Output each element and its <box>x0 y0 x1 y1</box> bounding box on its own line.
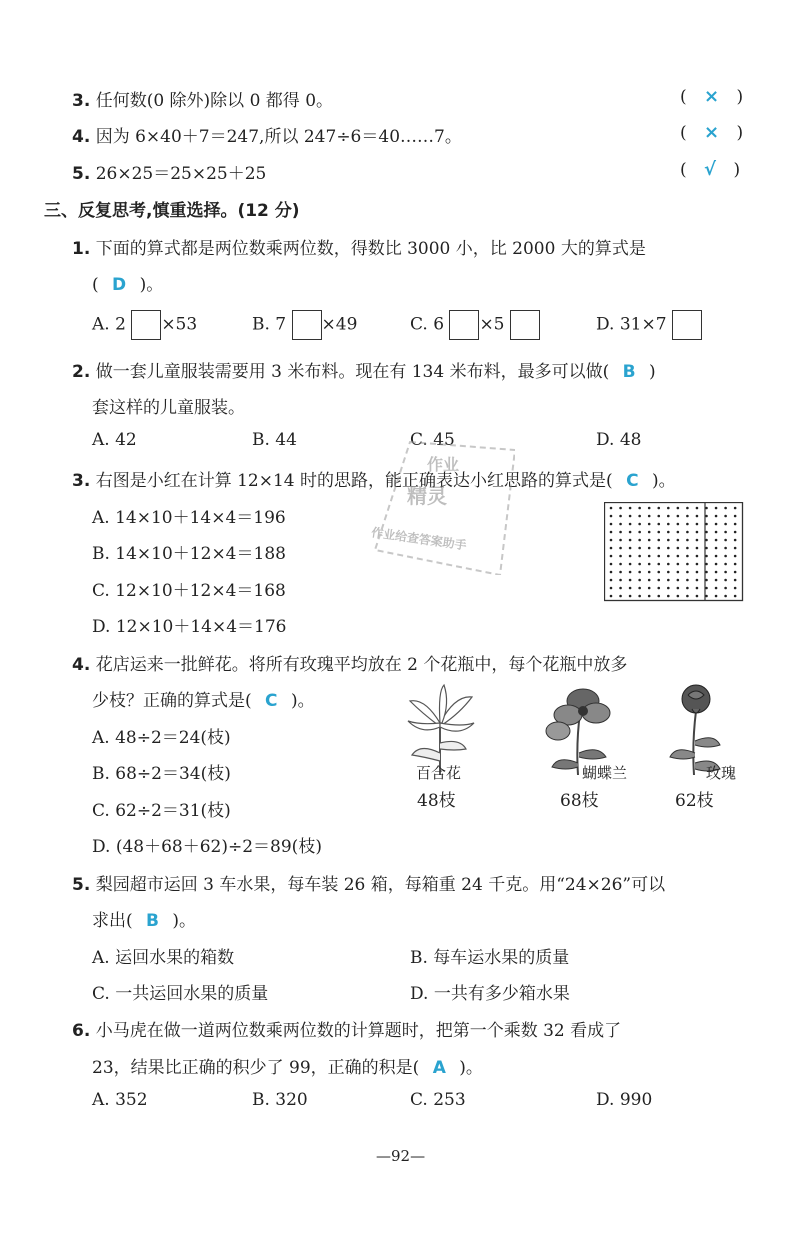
grid-dot <box>734 579 737 582</box>
grid-dot <box>610 563 613 566</box>
paren-open: ( <box>680 87 687 107</box>
option-text: B. 7 <box>252 314 287 335</box>
grid-dot <box>686 507 689 510</box>
grid-dot <box>715 531 718 534</box>
grid-dot <box>657 595 660 598</box>
grid-dot <box>734 595 737 598</box>
paren-close: )。 <box>290 691 315 711</box>
grid-dot <box>657 531 660 534</box>
q2-option-c: C. 45 <box>410 430 455 450</box>
grid-dot <box>619 579 622 582</box>
answer-letter: C <box>265 691 278 711</box>
paren-close: ) <box>736 87 744 107</box>
grid-dot <box>715 523 718 526</box>
grid-dot <box>629 587 632 590</box>
q3-option-c: C. 12×10＋12×4＝168 <box>92 581 286 601</box>
question-text: 求出( <box>92 911 133 931</box>
paren-open: ( <box>680 123 687 143</box>
q4-option-c: C. 62÷2＝31(枝) <box>92 801 231 821</box>
question-text: 做一套儿童服装需要用 3 米布料。现在有 134 米布料，最多可以做( <box>95 362 610 382</box>
grid-dot <box>734 539 737 542</box>
grid-dot <box>667 515 670 518</box>
q5-option-c: C. 一共运回水果的质量 <box>92 984 269 1004</box>
cross-mark: × <box>704 86 720 107</box>
grid-dot <box>667 539 670 542</box>
grid-dot <box>648 523 651 526</box>
dot-array <box>610 507 737 598</box>
grid-dot <box>657 507 660 510</box>
grid-dot <box>724 547 727 550</box>
answer-letter: B <box>146 911 160 931</box>
blank-box <box>672 310 702 340</box>
question-text: 花店运来一批鲜花。将所有玫瑰平均放在 2 个花瓶中，每个花瓶中放多 <box>95 655 628 675</box>
q1-option-d <box>596 310 702 340</box>
grid-dot <box>610 579 613 582</box>
question-text: 梨园超市运回 3 车水果，每车装 26 箱，每箱重 24 千克。用“24×26”可以 <box>95 875 666 895</box>
grid-dot <box>686 571 689 574</box>
grid-dot <box>619 539 622 542</box>
grid-dot <box>629 507 632 510</box>
grid-dot <box>638 571 641 574</box>
question-number: 2. <box>72 362 91 382</box>
grid-dot <box>619 587 622 590</box>
dot-grid-figure <box>604 502 744 602</box>
paren-close: )。 <box>139 275 164 295</box>
item-number: 4. <box>72 127 91 147</box>
grid-dot <box>724 587 727 590</box>
paren-open: ( <box>92 275 99 295</box>
grid-dot <box>724 563 727 566</box>
grid-dot <box>648 507 651 510</box>
q6-option-a: A. 352 <box>92 1090 148 1110</box>
grid-dot <box>667 571 670 574</box>
grid-dot <box>619 555 622 558</box>
grid-dot <box>677 563 680 566</box>
grid-dot <box>724 555 727 558</box>
cross-mark: × <box>704 122 720 143</box>
grid-dot <box>619 571 622 574</box>
answer-letter: B <box>622 362 636 382</box>
q4-option-d: D. (48＋68＋62)÷2＝89(枝) <box>92 837 322 857</box>
grid-dot <box>715 507 718 510</box>
grid-dot <box>696 547 699 550</box>
question-number: 4. <box>72 655 91 675</box>
grid-dot <box>724 531 727 534</box>
grid-dot <box>677 539 680 542</box>
grid-dot <box>610 515 613 518</box>
grid-dot <box>648 547 651 550</box>
grid-dot <box>648 579 651 582</box>
grid-dot <box>648 595 651 598</box>
q4-option-b: B. 68÷2＝34(枝) <box>92 764 231 784</box>
grid-dot <box>724 507 727 510</box>
grid-dot <box>638 595 641 598</box>
q5-option-d: D. 一共有多少箱水果 <box>410 984 570 1004</box>
grid-dot <box>724 571 727 574</box>
judge-item-4 <box>72 122 462 147</box>
grid-dot <box>734 587 737 590</box>
item-text: 26×25＝25×25＋25 <box>95 164 267 184</box>
grid-dot <box>657 539 660 542</box>
grid-dot <box>734 515 737 518</box>
q2-line1 <box>72 357 656 382</box>
question-number: 5. <box>72 875 91 895</box>
q2-option-d: D. 48 <box>596 430 642 450</box>
grid-dot <box>657 571 660 574</box>
grid-dot <box>734 571 737 574</box>
flower-name-orchid: 蝴蝶兰 <box>582 764 628 782</box>
grid-dot <box>696 515 699 518</box>
grid-dot <box>667 579 670 582</box>
q6-option-b: B. 320 <box>252 1090 308 1110</box>
grid-dot <box>648 531 651 534</box>
watermark-stamp <box>365 440 515 575</box>
grid-dot <box>696 539 699 542</box>
item-text: 任何数(0 除外)除以 0 都得 0。 <box>95 91 334 111</box>
grid-dot <box>696 571 699 574</box>
grid-dot <box>648 555 651 558</box>
grid-dot <box>734 531 737 534</box>
flower-count-orchid: 68枝 <box>560 791 599 811</box>
q1-line1 <box>72 234 646 259</box>
option-text: D. 31×7 <box>596 314 667 335</box>
q4-option-a: A. 48÷2＝24(枝) <box>92 728 231 748</box>
question-text: 右图是小红在计算 12×14 时的思路，能正确表达小红思路的算式是( <box>95 471 613 491</box>
grid-dot <box>715 595 718 598</box>
grid-dot <box>696 563 699 566</box>
grid-dot <box>648 587 651 590</box>
grid-dot <box>619 507 622 510</box>
item-text: 因为 6×40＋7＝247,所以 247÷6＝40……7。 <box>95 127 462 147</box>
blank-box <box>510 310 540 340</box>
grid-dot <box>696 555 699 558</box>
section-title: 三、反复思考,慎重选择。(12 分) <box>44 201 300 221</box>
paren-close: ) <box>736 123 744 143</box>
q5-option-a: A. 运回水果的箱数 <box>92 948 235 968</box>
judge-answer-5 <box>680 159 740 180</box>
option-text: ×53 <box>161 314 198 335</box>
q5-line2 <box>92 906 196 931</box>
grid-dot <box>610 523 613 526</box>
grid-dot <box>677 587 680 590</box>
grid-dot <box>686 523 689 526</box>
grid-dot <box>724 595 727 598</box>
grid-dot <box>629 579 632 582</box>
grid-dot <box>677 595 680 598</box>
item-number: 5. <box>72 164 91 184</box>
grid-dot <box>667 531 670 534</box>
paren-close: )。 <box>459 1058 483 1078</box>
grid-dot <box>677 523 680 526</box>
q5-line1 <box>72 870 665 895</box>
q1-option-c <box>410 310 540 340</box>
grid-dot <box>724 515 727 518</box>
grid-dot <box>657 587 660 590</box>
flower-name-rose: 玫瑰 <box>706 764 737 782</box>
check-mark: √ <box>704 159 717 180</box>
item-number: 3. <box>72 91 91 111</box>
grid-dot <box>629 571 632 574</box>
grid-dot <box>696 587 699 590</box>
question-number: 1. <box>72 239 91 259</box>
q3-option-b: B. 14×10＋12×4＝188 <box>92 544 286 564</box>
grid-dot <box>619 523 622 526</box>
grid-dot <box>638 539 641 542</box>
grid-dot <box>677 507 680 510</box>
grid-dot <box>715 563 718 566</box>
paren-close: )。 <box>172 911 197 931</box>
grid-dot <box>696 523 699 526</box>
grid-dot <box>629 539 632 542</box>
grid-dot <box>610 507 613 510</box>
grid-dot <box>686 579 689 582</box>
grid-dot <box>734 563 737 566</box>
paren-close: )。 <box>651 471 676 491</box>
answer-letter: A <box>432 1058 446 1078</box>
q6-option-c: C. 253 <box>410 1090 466 1110</box>
grid-dot <box>638 563 641 566</box>
grid-dot <box>734 523 737 526</box>
q6-line1 <box>72 1016 621 1041</box>
grid-dot <box>638 531 641 534</box>
q5-option-b: B. 每车运水果的质量 <box>410 948 570 968</box>
grid-dot <box>734 507 737 510</box>
grid-dot <box>648 571 651 574</box>
grid-dot <box>696 507 699 510</box>
q1-option-a <box>92 310 197 340</box>
grid-dot <box>724 539 727 542</box>
grid-dot <box>619 515 622 518</box>
flower-count-lily: 48枝 <box>417 791 456 811</box>
grid-dot <box>686 531 689 534</box>
answer-letter: D <box>112 275 127 295</box>
grid-dot <box>696 531 699 534</box>
grid-dot <box>657 515 660 518</box>
grid-dot <box>638 523 641 526</box>
grid-dot <box>734 555 737 558</box>
blank-box <box>449 310 479 340</box>
blank-box <box>292 310 322 340</box>
q6-line2 <box>92 1053 483 1078</box>
q4-line2 <box>92 686 315 711</box>
grid-dot <box>724 579 727 582</box>
grid-dot <box>638 555 641 558</box>
grid-dot <box>686 539 689 542</box>
grid-dot <box>677 579 680 582</box>
grid-dot <box>657 579 660 582</box>
grid-dot <box>667 595 670 598</box>
grid-dot <box>667 555 670 558</box>
question-text: 下面的算式都是两位数乘两位数，得数比 3000 小，比 2000 大的算式是 <box>95 239 646 259</box>
grid-dot <box>619 531 622 534</box>
grid-dot <box>629 523 632 526</box>
grid-dot <box>638 515 641 518</box>
grid-dot <box>724 523 727 526</box>
judge-item-5 <box>72 159 266 184</box>
grid-dot <box>677 547 680 550</box>
question-text: 少枝？正确的算式是( <box>92 691 252 711</box>
grid-dot <box>715 555 718 558</box>
grid-dot <box>610 531 613 534</box>
grid-dot <box>648 563 651 566</box>
paren-close: ) <box>733 160 741 180</box>
grid-dot <box>638 547 641 550</box>
paren-open: ( <box>680 160 687 180</box>
judge-item-3 <box>72 86 333 111</box>
judge-answer-3 <box>680 86 743 107</box>
grid-dot <box>715 515 718 518</box>
grid-dot <box>610 587 613 590</box>
paren-close: ) <box>649 362 656 382</box>
grid-dot <box>610 555 613 558</box>
blank-box <box>131 310 161 340</box>
grid-dot <box>648 515 651 518</box>
grid-dot <box>715 579 718 582</box>
grid-dot <box>677 555 680 558</box>
grid-dot <box>629 555 632 558</box>
grid-dot <box>629 515 632 518</box>
q2-option-a: A. 42 <box>92 430 137 450</box>
grid-dot <box>619 595 622 598</box>
q6-option-d: D. 990 <box>596 1090 653 1110</box>
option-text: ×5 <box>479 314 505 335</box>
flower-count-rose: 62枝 <box>675 791 714 811</box>
grid-dot <box>667 523 670 526</box>
question-number: 3. <box>72 471 91 491</box>
option-text: A. 2 <box>92 314 126 335</box>
grid-dot <box>715 571 718 574</box>
grid-dot <box>667 547 670 550</box>
judge-answer-4 <box>680 122 743 143</box>
grid-dot <box>610 595 613 598</box>
flower-name-lily: 百合花 <box>416 764 462 782</box>
grid-dot <box>610 539 613 542</box>
grid-dot <box>667 507 670 510</box>
grid-dot <box>667 563 670 566</box>
grid-dot <box>715 539 718 542</box>
grid-dot <box>715 547 718 550</box>
page-number: —92— <box>376 1147 426 1165</box>
grid-dot <box>610 571 613 574</box>
answer-letter: C <box>626 471 639 491</box>
question-text: 小马虎在做一道两位数乘两位数的计算题时，把第一个乘数 32 看成了 <box>95 1021 622 1041</box>
question-number: 6. <box>72 1021 91 1041</box>
grid-dot <box>638 579 641 582</box>
grid-dot <box>638 507 641 510</box>
grid-dot <box>686 595 689 598</box>
option-text: C. 6 <box>410 314 445 335</box>
question-text: 23，结果比正确的积少了 99，正确的积是( <box>92 1058 420 1078</box>
grid-dot <box>629 563 632 566</box>
q2-option-b: B. 44 <box>252 430 297 450</box>
q3-option-a: A. 14×10＋14×4＝196 <box>92 508 286 528</box>
grid-dot <box>629 531 632 534</box>
grid-dot <box>619 547 622 550</box>
grid-dot <box>629 595 632 598</box>
grid-dot <box>686 515 689 518</box>
grid-dot <box>686 555 689 558</box>
grid-dot <box>648 539 651 542</box>
grid-dot <box>696 595 699 598</box>
grid-dot <box>629 547 632 550</box>
grid-dot <box>657 555 660 558</box>
watermark-text: 作业 <box>427 455 460 474</box>
q2-line2: 套这样的儿童服装。 <box>92 398 245 418</box>
grid-dot <box>677 515 680 518</box>
grid-dot <box>696 579 699 582</box>
grid-dot <box>638 587 641 590</box>
grid-dot <box>686 563 689 566</box>
grid-dot <box>610 547 613 550</box>
grid-dot <box>677 531 680 534</box>
grid-dot <box>657 547 660 550</box>
q4-line1 <box>72 650 627 675</box>
grid-dot <box>734 547 737 550</box>
q1-line2 <box>92 270 163 295</box>
grid-dot <box>657 563 660 566</box>
option-text: ×49 <box>321 314 358 335</box>
grid-dot <box>619 563 622 566</box>
grid-dot <box>715 587 718 590</box>
grid-dot <box>677 571 680 574</box>
grid-dot <box>657 523 660 526</box>
watermark-text: 精灵 <box>407 484 447 508</box>
grid-dot <box>686 587 689 590</box>
watermark-text: 作业给查答案助手 <box>370 525 468 553</box>
q1-option-b <box>252 310 357 340</box>
q3-option-d: D. 12×10＋14×4＝176 <box>92 617 287 637</box>
grid-dot <box>667 587 670 590</box>
grid-dot <box>686 547 689 550</box>
